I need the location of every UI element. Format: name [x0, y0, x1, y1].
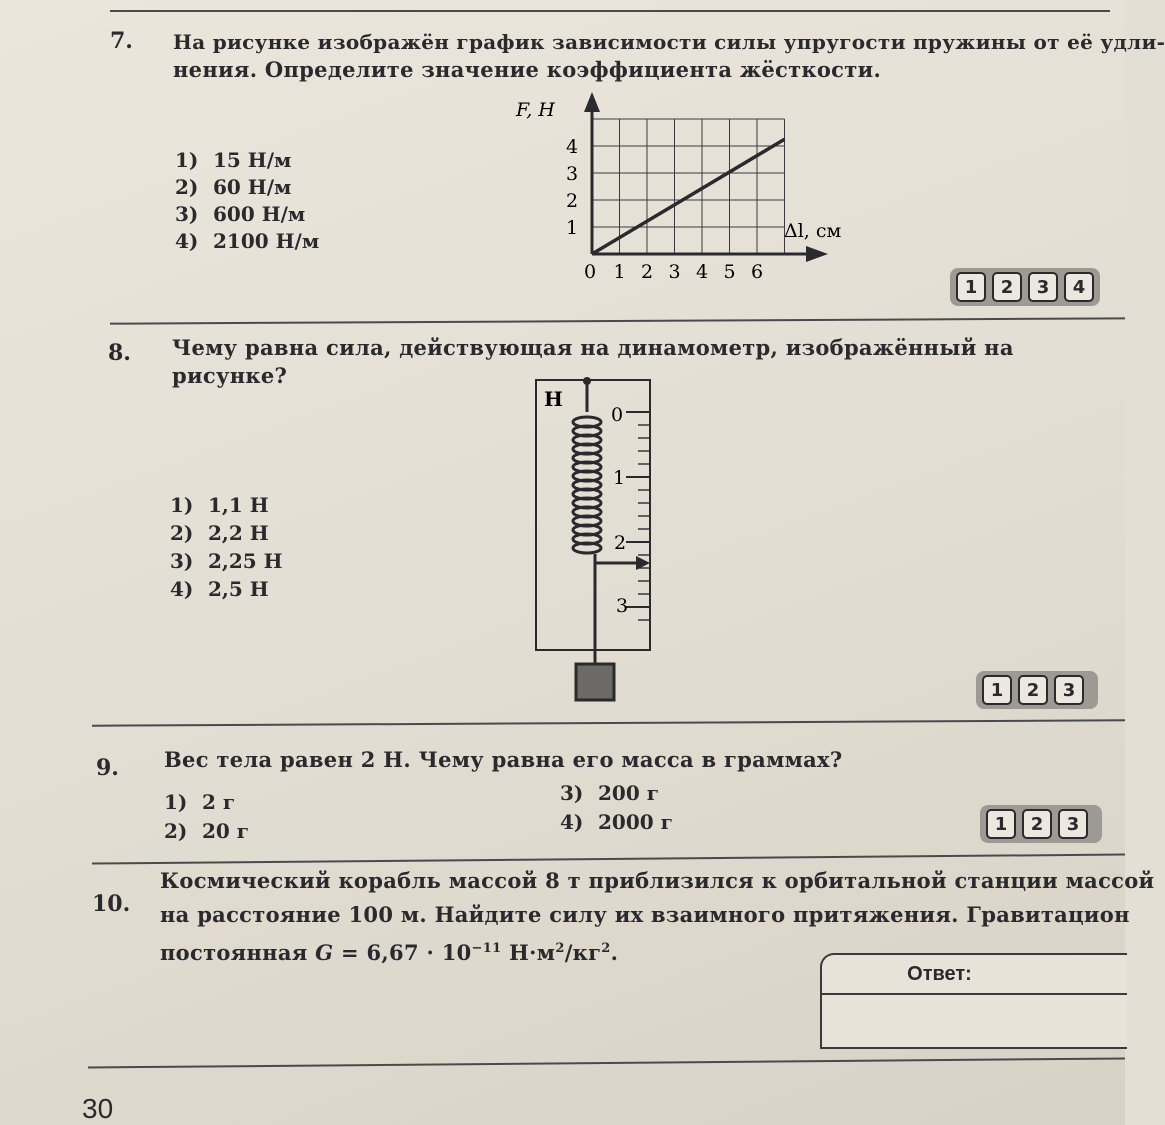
q10-text-line2: на расстояние 100 м. Найдите силу их взаимного притяжения. Гравитацион	[160, 902, 1130, 927]
y-tick-label: 3	[566, 163, 579, 185]
q7-answer-boxes	[950, 268, 1100, 306]
q10-exponent: −11	[471, 941, 502, 956]
q9-option-3-text: 200 г	[598, 781, 659, 805]
chart-grid	[592, 119, 785, 254]
q9-option-1-text: 2 г	[202, 790, 236, 814]
x-tick-label: 4	[696, 261, 709, 283]
q9-option-1-num: 1)	[164, 790, 188, 814]
y-tick-label: 2	[566, 190, 579, 212]
q10-text-line3-e: .	[610, 940, 619, 965]
data-series-line	[592, 139, 785, 254]
y-tick-labels	[566, 136, 578, 239]
scale-label-3: 3	[616, 595, 629, 617]
q7-option-2	[175, 174, 291, 201]
y-tick-label: 4	[566, 136, 579, 158]
q9-option-4-num: 4)	[560, 810, 584, 834]
x-tick-label: 2	[641, 261, 654, 283]
x-axis-label: Δl, см	[784, 220, 842, 242]
q9-option-1	[164, 789, 235, 816]
x-tick-label: 1	[613, 261, 626, 283]
scale-label-1: 1	[613, 467, 626, 489]
q9-answer-box-3[interactable]: 3	[1058, 809, 1088, 839]
q10-text-line1: Космический корабль массой 8 т приблизился к орбитальной станции массой	[160, 868, 1155, 893]
q9-option-4	[560, 809, 673, 836]
q8-option-3-num: 3)	[170, 549, 194, 573]
spring-coil-turn	[573, 543, 601, 553]
q7-option-2-text: 60 Н/м	[213, 175, 292, 199]
x-tick-label: 0	[584, 261, 597, 283]
q7-option-3-num: 3)	[175, 202, 199, 226]
q7-option-4-num: 4)	[175, 229, 199, 253]
q7-answer-box-3[interactable]: 3	[1028, 272, 1058, 302]
q8-option-3	[170, 548, 283, 575]
q10-text-line3-d: /кг	[564, 940, 602, 965]
x-tick-label: 3	[668, 261, 681, 283]
q10-number: 10.	[92, 891, 131, 917]
q10-square-1: 2	[555, 941, 565, 956]
q8-text: Чему равна сила, действующая на динамометр, изображённый на рисунке?	[172, 335, 1014, 388]
q9-answer-box-2[interactable]: 2	[1022, 809, 1052, 839]
x-tick-labels	[584, 261, 763, 283]
q7-option-2-num: 2)	[175, 175, 199, 199]
q8-option-2-num: 2)	[170, 521, 194, 545]
dynamometer	[530, 372, 665, 708]
q8-answer-boxes	[976, 671, 1098, 709]
q8-option-4-text: 2,5 Н	[208, 577, 269, 601]
spring-coil	[573, 417, 601, 553]
weight	[576, 664, 614, 700]
y-tick-label: 1	[566, 217, 579, 239]
q9-option-3	[560, 780, 659, 807]
q8-answer-box-2[interactable]: 2	[1018, 675, 1048, 705]
scale-label-0: 0	[611, 404, 624, 426]
page-number: 30	[82, 1093, 114, 1124]
q8-answer-box-1[interactable]: 1	[982, 675, 1012, 705]
q9-text: Вес тела равен 2 Н. Чему равна его масса в граммах?	[164, 747, 843, 772]
q7-answer-box-1[interactable]: 1	[956, 272, 986, 302]
q9-option-3-num: 3)	[560, 781, 584, 805]
q7-option-4-text: 2100 Н/м	[213, 229, 320, 253]
q10-text-line3-b: = 6,67 · 10	[333, 940, 472, 965]
q7-text	[173, 28, 1165, 84]
q10-text-line3-c: Н·м	[501, 940, 556, 965]
q9-option-2-text: 20 г	[202, 819, 250, 843]
q10-square-2: 2	[601, 941, 611, 956]
q8-option-2	[170, 520, 269, 547]
q9-answer-box-1[interactable]: 1	[986, 809, 1016, 839]
q10-answer-label: Ответ:	[822, 955, 1127, 995]
q9-option-4-text: 2000 г	[598, 810, 673, 834]
q7-option-4	[175, 228, 319, 255]
q8-option-1-text: 1,1 Н	[208, 493, 269, 517]
q7-option-3-text: 600 Н/м	[213, 202, 306, 226]
q8-option-2-text: 2,2 Н	[208, 521, 269, 545]
q7-option-3	[175, 201, 305, 228]
y-axis-label: F, Н	[516, 99, 555, 121]
x-tick-label: 5	[723, 261, 736, 283]
x-tick-label: 6	[751, 261, 764, 283]
q9-option-2-num: 2)	[164, 819, 188, 843]
q10-text-line3-a: постоянная	[160, 940, 316, 965]
q10-const-symbol: G	[315, 940, 334, 965]
divider	[110, 10, 1110, 12]
q8-answer-box-3[interactable]: 3	[1054, 675, 1084, 705]
q9-number: 9.	[96, 755, 119, 781]
q7-text-line1: На рисунке изображён график зависимости силы упругости пружины от её удли-	[173, 30, 1165, 54]
q7-number: 7.	[110, 28, 133, 54]
scale-label-2: 2	[614, 532, 627, 554]
q8-option-1	[170, 492, 269, 519]
dynamometer-unit: Н	[544, 387, 563, 411]
q7-option-1-num: 1)	[175, 148, 199, 172]
q7-answer-box-2[interactable]: 2	[992, 272, 1022, 302]
q7-answer-box-4[interactable]: 4	[1064, 272, 1094, 302]
force-extension-chart	[500, 92, 842, 292]
divider	[88, 1057, 1125, 1068]
q8-option-4-num: 4)	[170, 577, 194, 601]
q8-option-4	[170, 576, 269, 603]
y-axis-arrow	[584, 92, 600, 112]
q8-number: 8.	[108, 340, 131, 366]
q8-option-3-text: 2,25 Н	[208, 549, 283, 573]
q9-option-2	[164, 818, 249, 845]
divider	[92, 719, 1125, 726]
q7-text-line2: нения. Определите значение коэффициента жёсткости.	[173, 57, 882, 82]
q8-option-1-num: 1)	[170, 493, 194, 517]
q10-answer-box[interactable]	[820, 953, 1127, 1049]
x-axis-arrow	[806, 246, 828, 262]
divider	[92, 853, 1125, 864]
q9-answer-boxes	[980, 805, 1102, 843]
q7-option-1	[175, 147, 291, 174]
dynamometer-scale-ticks	[626, 412, 650, 620]
divider	[110, 317, 1125, 324]
q7-option-1-text: 15 Н/м	[213, 148, 292, 172]
